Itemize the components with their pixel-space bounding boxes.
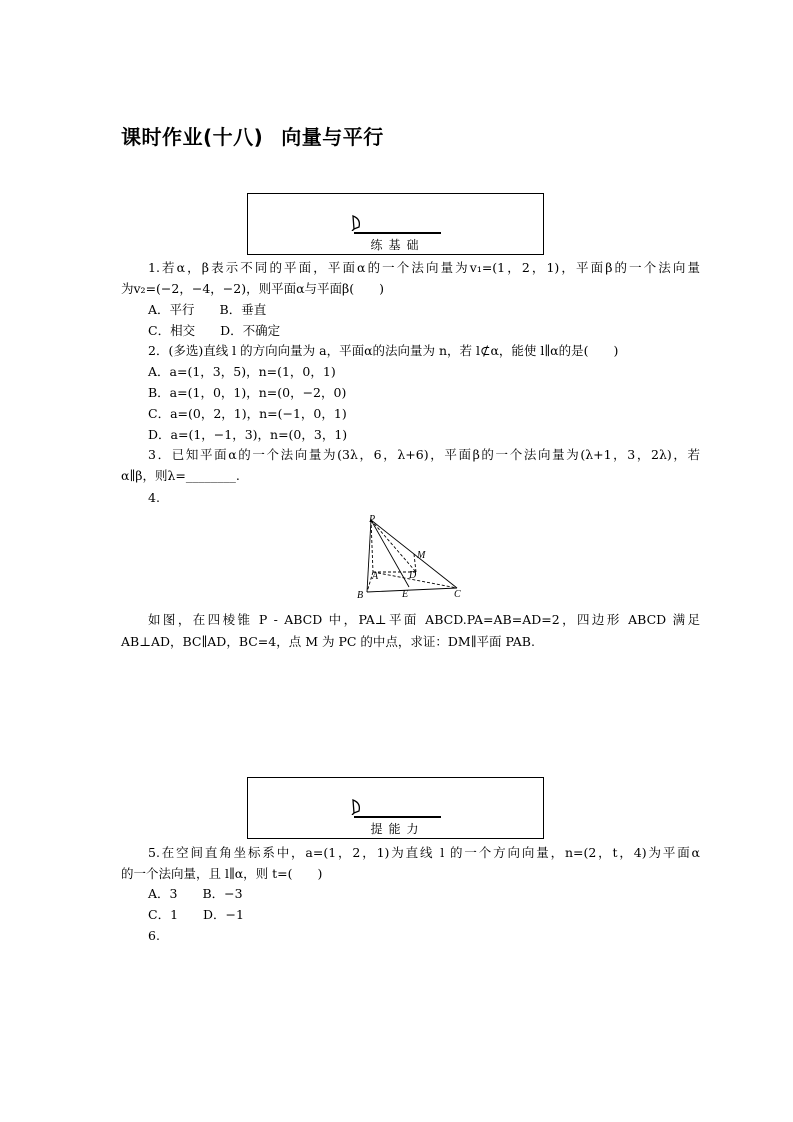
q3-line2: α∥β，则λ=________. <box>121 468 240 483</box>
q5-options-cd: C．1 D．−1 <box>148 907 244 922</box>
q1-line2: 为v₂=(−2，−4，−2)，则平面α与平面β( ) <box>121 281 385 296</box>
pen-icon <box>351 215 365 231</box>
q4-number: 4. <box>148 490 160 505</box>
title-main: 课时作业(十八) <box>121 125 264 149</box>
label-b: B <box>357 590 364 601</box>
section-label: 提能力 <box>370 822 425 836</box>
q5-line2: 的一个法向量，且 l∥α，则 t=( ) <box>121 866 323 881</box>
label-a: A <box>372 571 379 582</box>
q3-line1: 3．已知平面α的一个法向量为(3λ，6，λ+6)，平面β的一个法向量为(λ+1，3，2λ)，若 <box>148 447 700 462</box>
label-m: M <box>417 550 426 561</box>
section-rule <box>354 232 441 234</box>
page-title <box>121 121 384 150</box>
label-c: C <box>454 589 461 600</box>
section-rule <box>354 816 441 818</box>
title-sub: 向量与平行 <box>281 125 384 149</box>
label-d: D <box>409 570 417 581</box>
label-p: P <box>369 514 376 525</box>
q2-option-a: A．a=(1，3，5)，n=(1，0，1) <box>148 364 336 379</box>
q5-options-ab: A．3 B．−3 <box>148 886 243 901</box>
q1-options-ab: A．平行 B．垂直 <box>148 302 267 317</box>
section-header-ability <box>247 777 544 839</box>
section-label: 练基础 <box>370 238 425 252</box>
q4-line2: AB⊥AD，BC∥AD，BC=4，点 M 为 PC 的中点，求证：DM∥平面 PAB. <box>121 634 535 649</box>
section-header-basic <box>247 193 544 255</box>
q2-stem: 2．(多选)直线 l 的方向向量为 a，平面α的法向量为 n，若 l⊄α，能使 l∥α的是( ) <box>148 343 619 358</box>
q6-number: 6. <box>148 928 160 943</box>
q1-options-cd: C．相交 D．不确定 <box>148 323 281 338</box>
q4-line1: 如图，在四棱锥 P - ABCD 中，PA⊥平面 ABCD.PA=AB=AD=2，四边形 ABCD 满足 <box>148 612 700 627</box>
label-e: E <box>402 589 409 600</box>
pyramid-figure <box>353 512 465 604</box>
q2-option-d: D．a=(1，−1，3)，n=(0，3，1) <box>148 427 348 442</box>
q2-option-b: B．a=(1，0，1)，n=(0，−2，0) <box>148 385 347 400</box>
q1-line1: 1.若α，β表示不同的平面，平面α的一个法向量为v₁=(1，2，1)，平面β的一个法向量 <box>148 260 700 275</box>
pen-icon <box>351 799 365 815</box>
q5-line1: 5.在空间直角坐标系中，a=(1，2，1)为直线 l 的一个方向向量，n=(2，t，4)为平面α <box>148 845 700 860</box>
q2-option-c: C．a=(0，2，1)，n=(−1，0，1) <box>148 406 347 421</box>
